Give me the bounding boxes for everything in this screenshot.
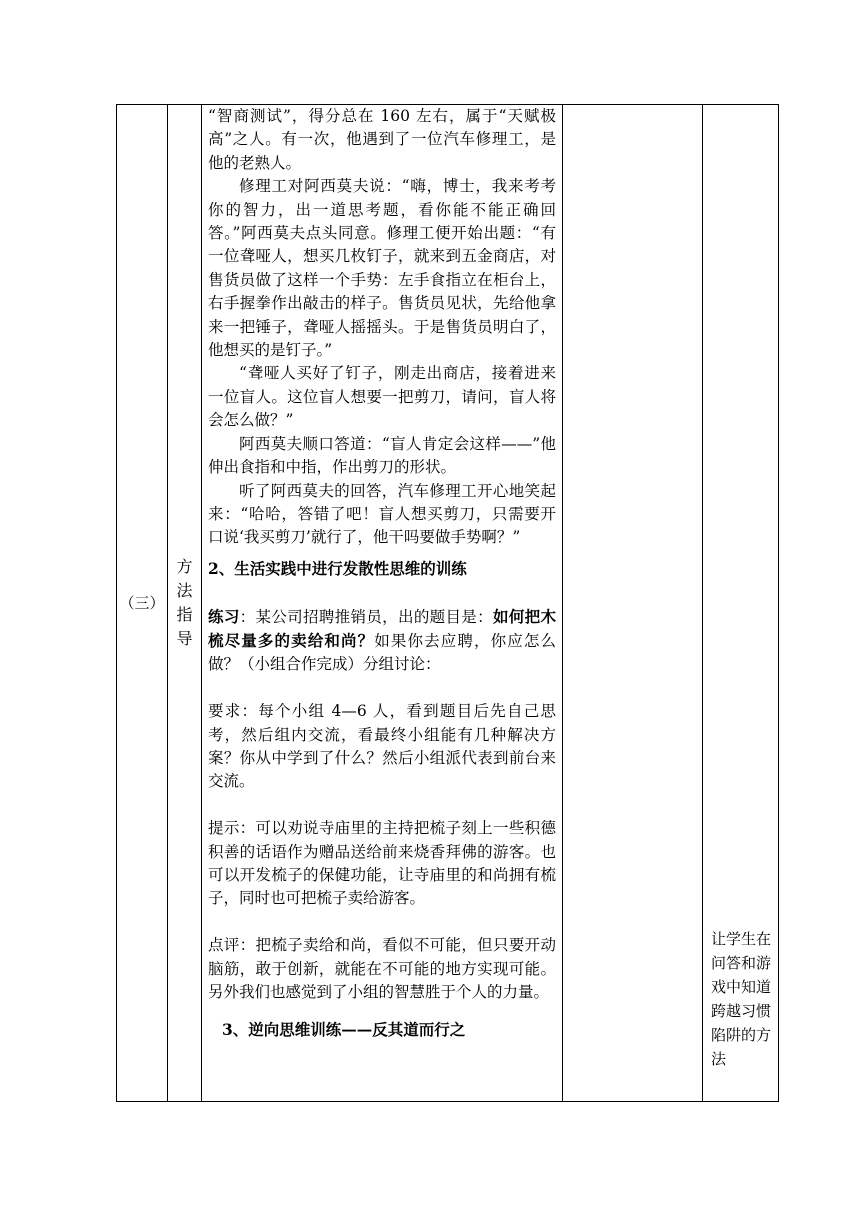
requirement-paragraph: 要求：每个小组 4—6 人，看到题目后先自己思考，然后组内交流，看最终小组能有几种解决方案？你从中学到了什么？然后小组派代表到前台来交流。 (208, 702, 556, 791)
section-heading-cell (168, 105, 202, 1102)
section-heading-char: 法 (176, 581, 193, 600)
section-number: （三） (119, 594, 165, 612)
story-paragraph: 修理工对阿西莫夫说：“嗨，博士，我来考考你的智力，出一道思考题，看你能不能正确回答。”阿西莫夫点头同意。修理工便开始出题：“有一位聋哑人，想买几枚钉子，就来到五金商店，对售货员做了这样一个手势：左手食指立在柜台上，右手握拳作出敲击的样子。售货员见状，先给他拿来一把锤子，聋哑人摇摇头。于是售货员明白了，他想买的是钉子。” (208, 177, 556, 360)
section-heading-char: 方 (176, 557, 193, 576)
section-heading-char: 指 (176, 605, 193, 624)
exercise-question: 如何把木梳尽量多的卖给和尚？ (208, 606, 556, 650)
comment-paragraph: 点评：把梳子卖给和尚，看似不可能，但只要开动脑筋，敢于创新，就能在不可能的地方实现可能。另外我们也感觉到了小组的智慧胜于个人的力量。 (208, 936, 556, 1001)
section-heading-char: 导 (176, 629, 193, 648)
section-subheading: 3、逆向思维训练——反其道而行之 (222, 1020, 466, 1040)
story-paragraph: 听了阿西莫夫的回答，汽车修理工开心地笑起来：“哈哈，答错了吧！盲人想买剪刀，只需要开口说‘我买剪刀’就行了，他干吗要做手势啊？” (208, 481, 556, 547)
exercise-paragraph (208, 605, 556, 677)
design-note: 让学生在问答和游戏中知道跨越习惯陷阱的方法 (711, 930, 772, 1068)
lesson-plan-table (116, 104, 779, 1102)
empty-cell (563, 105, 703, 1102)
story-paragraph: “智商测试”，得分总在 160 左右，属于“天赋极高”之人。有一次，他遇到了一位汽车修理工，是他的老熟人。 (208, 107, 556, 172)
story-paragraph: 阿西莫夫顺口答道：“盲人肯定会这样——”他伸出食指和中指，作出剪刀的形状。 (208, 434, 556, 477)
table-row (117, 105, 779, 1102)
exercise-label: 练习 (208, 606, 240, 626)
lesson-content-cell (202, 105, 563, 1102)
exercise-text: 如果你去应聘，你应怎么做？（小组合作完成）分组讨论： (208, 631, 556, 674)
design-note-cell (703, 105, 779, 1102)
section-number-cell (117, 105, 168, 1102)
section-subheading: 2、生活实践中进行发散性思维的训练 (208, 558, 467, 578)
exercise-text: ：某公司招聘推销员，出的题目是： (239, 607, 493, 626)
hint-paragraph: 提示：可以劝说寺庙里的主持把梳子刻上一些积德积善的话语作为赠品送给前来烧香拜佛的游客。也可以开发梳子的保健功能，让寺庙里的和尚拥有梳子，同时也可把梳子卖给游客。 (208, 819, 556, 908)
story-paragraph: “聋哑人买好了钉子，刚走出商店，接着进来一位盲人。这位盲人想要一把剪刀，请问，盲人将会怎么做？” (208, 364, 556, 430)
